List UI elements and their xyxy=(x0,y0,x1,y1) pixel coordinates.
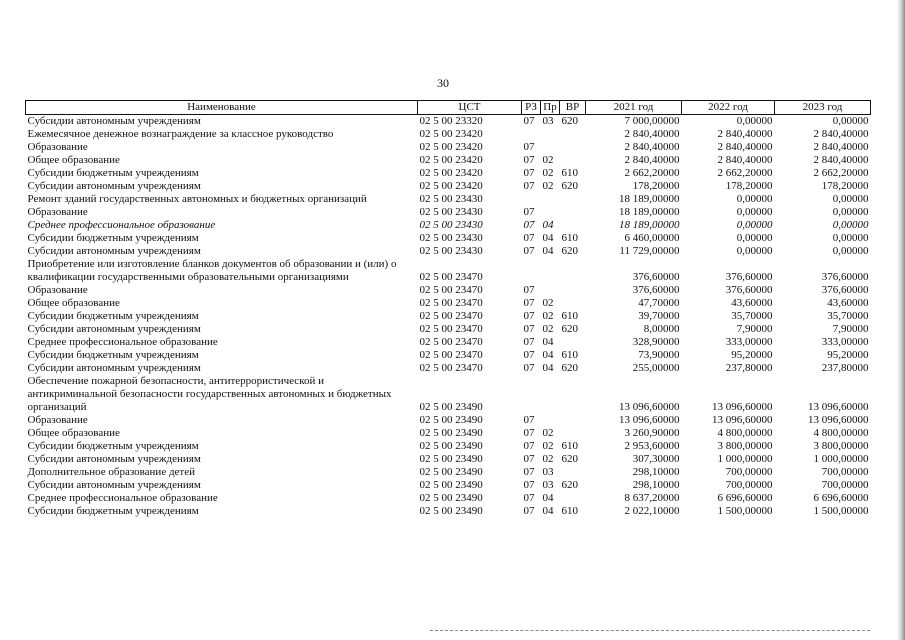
row-cst: 02 5 00 23490 xyxy=(419,492,483,504)
row-cst: 02 5 00 23430 xyxy=(419,206,483,218)
row-2021: 2 840,40000 xyxy=(624,154,680,166)
row-2021: 3 260,90000 xyxy=(624,427,680,439)
row-cst: 02 5 00 23470 xyxy=(419,310,483,322)
row-2023: 0,00000 xyxy=(832,232,869,244)
row-2023: 13 096,60000 xyxy=(808,401,869,413)
row-cst: 02 5 00 23470 xyxy=(419,349,483,361)
row-2022: 0,00000 xyxy=(736,245,773,257)
row-rz: 07 xyxy=(523,336,535,348)
row-pr: 04 xyxy=(542,492,554,504)
row-name: Субсидии бюджетным учреждениям xyxy=(27,310,199,322)
row-2023: 0,00000 xyxy=(832,245,869,257)
row-name: Субсидии автономным учреждениям xyxy=(27,453,201,465)
table-row xyxy=(26,284,871,297)
row-cst: 02 5 00 23430 xyxy=(419,245,483,257)
row-pr: 02 xyxy=(542,323,554,335)
row-2021: 376,60000 xyxy=(632,284,680,296)
row-2023: 13 096,60000 xyxy=(808,414,869,426)
row-2021: 2 022,10000 xyxy=(624,505,680,517)
scan-bottom-artifact xyxy=(430,630,870,633)
row-cst: 02 5 00 23430 xyxy=(419,193,483,205)
row-pr: 02 xyxy=(542,310,554,322)
row-2021: 13 096,60000 xyxy=(619,401,680,413)
column-header-rz: РЗ xyxy=(522,101,541,115)
table-header xyxy=(26,101,871,115)
row-vr xyxy=(560,141,586,154)
row-name: Субсидии автономным учреждениям xyxy=(27,180,201,192)
row-2023: 1 500,00000 xyxy=(813,505,869,517)
row-2022: 376,60000 xyxy=(725,284,773,296)
row-rz: 07 xyxy=(523,414,535,426)
row-cst: 02 5 00 23490 xyxy=(419,414,483,426)
column-header-2021: 2021 год xyxy=(586,101,682,115)
row-2021: 298,10000 xyxy=(632,466,680,478)
row-2023: 333,00000 xyxy=(821,336,869,348)
row-2022: 43,60000 xyxy=(731,297,773,309)
row-2021: 298,10000 xyxy=(632,479,680,491)
row-name: Обеспечение пожарной безопасности, антитеррористической и антикриминальной безопасности государственных автономных и бюджетных организаций xyxy=(27,375,392,413)
row-vr xyxy=(560,154,586,167)
row-rz xyxy=(522,193,541,206)
row-2021: 47,70000 xyxy=(638,297,680,309)
column-header-vr: ВР xyxy=(560,101,586,115)
row-2022: 2 662,20000 xyxy=(717,167,773,179)
row-vr: 610 xyxy=(561,167,578,179)
row-pr xyxy=(541,193,560,206)
row-2023: 3 800,00000 xyxy=(813,440,869,452)
scan-edge-shadow xyxy=(897,0,905,640)
row-vr: 610 xyxy=(561,440,578,452)
row-vr xyxy=(560,427,586,440)
table-row xyxy=(26,154,871,167)
column-header-2022: 2022 год xyxy=(682,101,775,115)
row-cst: 02 5 00 23420 xyxy=(419,128,483,140)
table-row xyxy=(26,349,871,362)
row-vr xyxy=(560,492,586,505)
row-2023: 178,20000 xyxy=(821,180,869,192)
row-name: Приобретение или изготовление бланков документов об образовании и (или) о квалификации государственными образовательными организациями xyxy=(27,258,397,283)
table-row xyxy=(26,362,871,375)
row-2023: 43,60000 xyxy=(827,297,869,309)
row-2022: 700,00000 xyxy=(725,479,773,491)
row-cst: 02 5 00 23420 xyxy=(419,167,483,179)
row-rz: 07 xyxy=(523,466,535,478)
row-2023: 2 840,40000 xyxy=(813,128,869,140)
row-pr: 03 xyxy=(542,466,554,478)
row-2023: 376,60000 xyxy=(821,284,869,296)
row-cst: 02 5 00 23320 xyxy=(419,115,483,127)
row-name: Общее образование xyxy=(27,154,120,166)
row-2023: 376,60000 xyxy=(821,271,869,283)
row-rz: 07 xyxy=(523,440,535,452)
table-row xyxy=(26,505,871,518)
row-name: Субсидии бюджетным учреждениям xyxy=(27,505,199,517)
row-name: Ремонт зданий государственных автономных и бюджетных организаций xyxy=(27,193,367,205)
row-2022: 35,70000 xyxy=(731,310,773,322)
row-pr: 02 xyxy=(542,427,554,439)
row-vr xyxy=(560,206,586,219)
row-vr: 620 xyxy=(561,245,578,257)
row-2023: 4 800,00000 xyxy=(813,427,869,439)
row-rz: 07 xyxy=(523,154,535,166)
row-cst: 02 5 00 23490 xyxy=(419,440,483,452)
table-row xyxy=(26,323,871,336)
row-rz: 07 xyxy=(523,141,535,153)
table-row xyxy=(26,167,871,180)
row-2022: 237,80000 xyxy=(725,362,773,374)
row-2021: 376,60000 xyxy=(632,271,680,283)
budget-table xyxy=(25,100,871,518)
row-vr: 620 xyxy=(561,180,578,192)
row-name: Ежемесячное денежное вознаграждение за классное руководство xyxy=(27,128,334,140)
row-name: Образование xyxy=(27,206,88,218)
table-row xyxy=(26,310,871,323)
row-2021: 18 189,00000 xyxy=(619,219,680,231)
row-2022: 7,90000 xyxy=(736,323,773,335)
table-row xyxy=(26,336,871,349)
row-vr xyxy=(560,284,586,297)
row-2022: 2 840,40000 xyxy=(717,128,773,140)
row-2021: 73,90000 xyxy=(638,349,680,361)
row-vr xyxy=(560,258,586,284)
row-vr xyxy=(560,297,586,310)
row-name: Образование xyxy=(27,141,88,153)
table-row xyxy=(26,128,871,141)
row-2022: 0,00000 xyxy=(736,206,773,218)
row-2021: 307,30000 xyxy=(632,453,680,465)
row-cst: 02 5 00 23490 xyxy=(419,427,483,439)
row-rz: 07 xyxy=(523,492,535,504)
column-header-name: Наименование xyxy=(26,101,418,115)
row-2023: 7,90000 xyxy=(832,323,869,335)
row-pr: 04 xyxy=(542,349,554,361)
row-name: Дополнительное образование детей xyxy=(27,466,196,478)
row-pr: 04 xyxy=(542,362,554,374)
row-rz: 07 xyxy=(523,362,535,374)
row-cst: 02 5 00 23470 xyxy=(419,284,483,296)
page-number: 30 xyxy=(437,76,449,90)
row-rz: 07 xyxy=(523,245,535,257)
row-vr xyxy=(560,193,586,206)
row-pr xyxy=(541,258,560,284)
row-2023: 2 840,40000 xyxy=(813,141,869,153)
row-2022: 2 840,40000 xyxy=(717,141,773,153)
row-2022: 6 696,60000 xyxy=(717,492,773,504)
row-2023: 0,00000 xyxy=(832,115,869,127)
row-rz: 07 xyxy=(523,453,535,465)
row-rz: 07 xyxy=(523,310,535,322)
row-2022: 0,00000 xyxy=(736,193,773,205)
row-vr xyxy=(560,128,586,141)
row-cst: 02 5 00 23470 xyxy=(419,297,483,309)
row-pr: 03 xyxy=(542,115,554,127)
row-rz: 07 xyxy=(523,115,535,127)
row-2023: 700,00000 xyxy=(821,466,869,478)
table-row xyxy=(26,141,871,154)
table-row xyxy=(26,232,871,245)
row-2022: 376,60000 xyxy=(725,271,773,283)
row-2022: 95,20000 xyxy=(731,349,773,361)
row-rz xyxy=(522,258,541,284)
row-vr: 620 xyxy=(561,115,578,127)
row-pr: 03 xyxy=(542,479,554,491)
row-pr xyxy=(541,375,560,414)
row-pr: 02 xyxy=(542,167,554,179)
row-2021: 2 662,20000 xyxy=(624,167,680,179)
row-name: Среднее профессиональное образование xyxy=(27,492,218,504)
row-2021: 255,00000 xyxy=(632,362,680,374)
table-row xyxy=(26,258,871,284)
row-2021: 18 189,00000 xyxy=(619,193,680,205)
row-rz: 07 xyxy=(523,167,535,179)
row-2023: 1 000,00000 xyxy=(813,453,869,465)
row-cst: 02 5 00 23490 xyxy=(419,466,483,478)
row-2021: 18 189,00000 xyxy=(619,206,680,218)
row-2023: 0,00000 xyxy=(832,193,869,205)
row-vr: 620 xyxy=(561,323,578,335)
row-name: Субсидии бюджетным учреждениям xyxy=(27,232,199,244)
row-2023: 95,20000 xyxy=(827,349,869,361)
row-cst: 02 5 00 23490 xyxy=(419,505,483,517)
row-name: Субсидии автономным учреждениям xyxy=(27,245,201,257)
row-rz xyxy=(522,128,541,141)
row-pr xyxy=(541,414,560,427)
row-cst: 02 5 00 23420 xyxy=(419,180,483,192)
row-vr xyxy=(560,466,586,479)
row-2021: 2 840,40000 xyxy=(624,128,680,140)
row-2022: 13 096,60000 xyxy=(712,414,773,426)
table-row xyxy=(26,193,871,206)
row-pr: 02 xyxy=(542,154,554,166)
row-rz: 07 xyxy=(523,349,535,361)
row-vr: 610 xyxy=(561,310,578,322)
row-2022: 178,20000 xyxy=(725,180,773,192)
row-name: Среднее профессиональное образование xyxy=(27,219,216,231)
row-cst: 02 5 00 23420 xyxy=(419,154,483,166)
row-pr: 04 xyxy=(542,336,554,348)
row-2023: 0,00000 xyxy=(832,219,869,231)
row-cst: 02 5 00 23470 xyxy=(419,362,483,374)
row-2022: 4 800,00000 xyxy=(717,427,773,439)
row-2022: 0,00000 xyxy=(736,115,773,127)
row-vr: 610 xyxy=(561,505,578,517)
row-vr: 620 xyxy=(561,479,578,491)
row-2022: 3 800,00000 xyxy=(717,440,773,452)
row-2021: 328,90000 xyxy=(632,336,680,348)
table-row xyxy=(26,206,871,219)
table-row xyxy=(26,375,871,414)
column-header-pr: Пр xyxy=(541,101,560,115)
row-name: Субсидии автономным учреждениям xyxy=(27,115,201,127)
row-2022: 0,00000 xyxy=(736,232,773,244)
row-2022: 333,00000 xyxy=(725,336,773,348)
row-cst: 02 5 00 23430 xyxy=(419,232,483,244)
row-rz: 07 xyxy=(523,180,535,192)
row-2021: 2 840,40000 xyxy=(624,141,680,153)
table-row xyxy=(26,245,871,258)
row-2021: 7 000,00000 xyxy=(624,115,680,127)
row-name: Субсидии автономным учреждениям xyxy=(27,362,201,374)
table-row xyxy=(26,427,871,440)
row-2021: 6 460,00000 xyxy=(624,232,680,244)
row-name: Субсидии бюджетным учреждениям xyxy=(27,167,199,179)
row-rz: 07 xyxy=(523,232,535,244)
row-2022: 13 096,60000 xyxy=(712,401,773,413)
row-2023: 237,80000 xyxy=(821,362,869,374)
row-rz: 07 xyxy=(523,206,535,218)
row-cst: 02 5 00 23490 xyxy=(419,479,483,491)
row-name: Субсидии автономным учреждениям xyxy=(27,479,201,491)
table-row xyxy=(26,180,871,193)
row-name: Образование xyxy=(27,284,88,296)
row-2023: 700,00000 xyxy=(821,479,869,491)
row-name: Образование xyxy=(27,414,88,426)
table-row xyxy=(26,479,871,492)
row-cst: 02 5 00 23470 xyxy=(419,336,483,348)
row-2022: 1 500,00000 xyxy=(717,505,773,517)
table-row xyxy=(26,466,871,479)
row-pr xyxy=(541,141,560,154)
row-vr: 620 xyxy=(561,453,578,465)
row-2021: 39,70000 xyxy=(638,310,680,322)
row-vr xyxy=(560,336,586,349)
row-pr: 04 xyxy=(542,245,554,257)
column-header-2023: 2023 год xyxy=(775,101,871,115)
row-2023: 2 662,20000 xyxy=(813,167,869,179)
row-cst: 02 5 00 23420 xyxy=(419,141,483,153)
row-vr: 620 xyxy=(561,362,578,374)
row-rz: 07 xyxy=(523,219,535,231)
row-2021: 8,00000 xyxy=(643,323,680,335)
row-2023: 35,70000 xyxy=(827,310,869,322)
row-rz: 07 xyxy=(523,297,535,309)
table-row xyxy=(26,115,871,129)
row-pr xyxy=(541,206,560,219)
row-2022: 0,00000 xyxy=(736,219,773,231)
row-2023: 6 696,60000 xyxy=(813,492,869,504)
row-pr xyxy=(541,284,560,297)
row-2021: 2 953,60000 xyxy=(624,440,680,452)
row-2022: 1 000,00000 xyxy=(717,453,773,465)
column-header-cst: ЦСТ xyxy=(418,101,522,115)
row-2022: 2 840,40000 xyxy=(717,154,773,166)
row-pr: 02 xyxy=(542,440,554,452)
row-name: Среднее профессиональное образование xyxy=(27,336,218,348)
row-pr: 04 xyxy=(542,505,554,517)
row-cst: 02 5 00 23490 xyxy=(419,453,483,465)
row-rz: 07 xyxy=(523,479,535,491)
row-cst: 02 5 00 23490 xyxy=(419,401,483,413)
row-pr: 02 xyxy=(542,297,554,309)
row-2021: 13 096,60000 xyxy=(619,414,680,426)
row-vr: 610 xyxy=(561,349,578,361)
table-row xyxy=(26,440,871,453)
row-2023: 2 840,40000 xyxy=(813,154,869,166)
row-vr xyxy=(560,219,586,232)
row-2021: 178,20000 xyxy=(632,180,680,192)
table-row xyxy=(26,297,871,310)
row-cst: 02 5 00 23470 xyxy=(419,271,483,283)
row-pr: 04 xyxy=(542,219,554,231)
row-pr: 04 xyxy=(542,232,554,244)
row-pr xyxy=(541,128,560,141)
row-name: Субсидии бюджетным учреждениям xyxy=(27,349,199,361)
row-2021: 8 637,20000 xyxy=(624,492,680,504)
row-name: Субсидии бюджетным учреждениям xyxy=(27,440,199,452)
row-name: Общее образование xyxy=(27,427,120,439)
row-vr xyxy=(560,414,586,427)
row-rz: 07 xyxy=(523,284,535,296)
table-row xyxy=(26,453,871,466)
row-rz: 07 xyxy=(523,323,535,335)
row-cst: 02 5 00 23430 xyxy=(419,219,483,231)
row-rz xyxy=(522,375,541,414)
row-rz: 07 xyxy=(523,505,535,517)
row-pr: 02 xyxy=(542,180,554,192)
table-row xyxy=(26,492,871,505)
row-name: Общее образование xyxy=(27,297,120,309)
row-vr xyxy=(560,375,586,414)
table-row xyxy=(26,219,871,232)
row-2023: 0,00000 xyxy=(832,206,869,218)
row-2021: 11 729,00000 xyxy=(619,245,680,257)
row-name: Субсидии автономным учреждениям xyxy=(27,323,201,335)
row-vr: 610 xyxy=(561,232,578,244)
table-body xyxy=(26,115,871,519)
row-pr: 02 xyxy=(542,453,554,465)
row-rz: 07 xyxy=(523,427,535,439)
table-row xyxy=(26,414,871,427)
row-cst: 02 5 00 23470 xyxy=(419,323,483,335)
row-2022: 700,00000 xyxy=(725,466,773,478)
